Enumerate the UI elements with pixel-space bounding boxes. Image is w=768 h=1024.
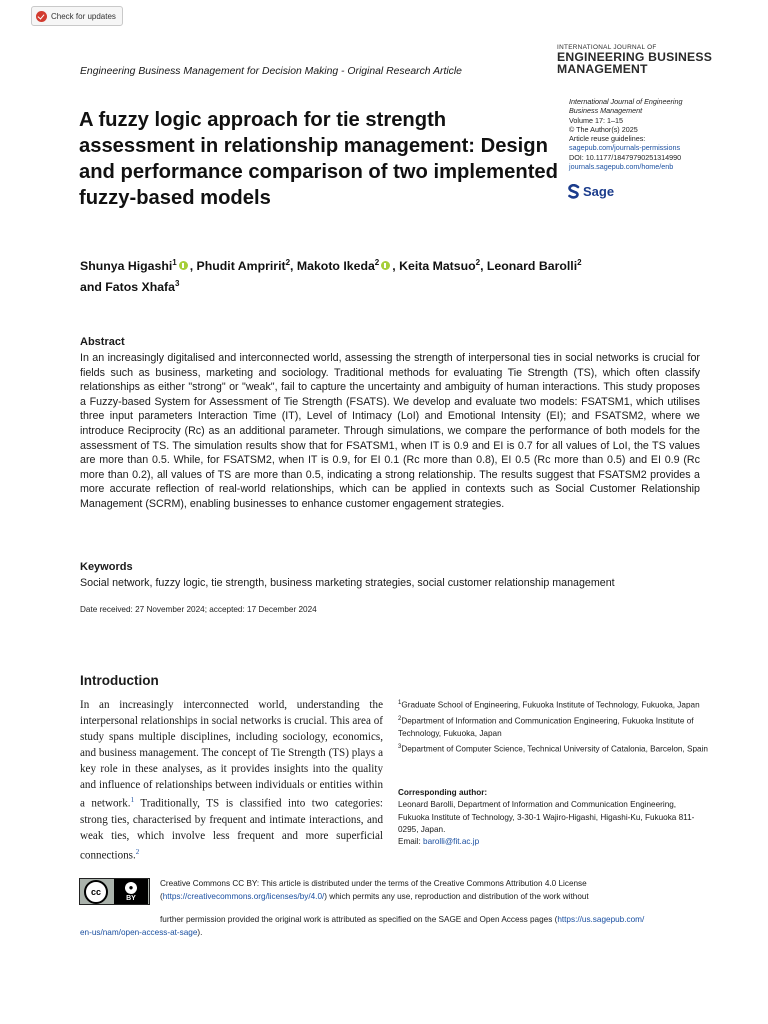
license-close: ). bbox=[197, 928, 203, 938]
meta-journal-line1: International Journal of Engineering bbox=[569, 97, 683, 106]
corresponding-author-heading: Corresponding author: bbox=[398, 788, 488, 797]
license-paren: ( bbox=[160, 892, 163, 902]
journal-logo-line2: ENGINEERING BUSINESS bbox=[557, 50, 713, 64]
author-name[interactable]: Makoto Ikeda bbox=[296, 259, 375, 274]
by-block bbox=[114, 879, 148, 904]
author-name[interactable]: Leonard Barolli bbox=[486, 259, 578, 274]
affiliation-number: 1 bbox=[398, 700, 402, 706]
license-text-3: further permission provided the original work is attributed as specified on the SAGE and Open Access pages ( bbox=[160, 915, 558, 924]
email-link[interactable]: barolli@fit.ac.jp bbox=[423, 837, 480, 847]
attribution-person-icon: ● bbox=[125, 882, 137, 894]
affiliation-text: Department of Information and Communication Engineering, Fukuoka Institute of Technology, Fukuoka, Japan bbox=[398, 716, 694, 739]
reference-link[interactable]: 2 bbox=[135, 847, 140, 856]
meta-journal-link[interactable]: journals.sagepub.com/home/enb bbox=[569, 162, 674, 172]
affiliation-number: 3 bbox=[398, 743, 402, 750]
cc-by-badge[interactable] bbox=[79, 878, 150, 905]
author-conjunction: and bbox=[80, 280, 102, 295]
dates-line: Date received: 27 November 2024; accepted: 17 December 2024 bbox=[80, 605, 317, 614]
sage-open-access-link[interactable]: https://us.sagepub.com/ bbox=[557, 915, 645, 924]
affiliation-item bbox=[398, 741, 708, 757]
meta-doi: DOI: 10.1177/18479790251314990 bbox=[569, 152, 682, 162]
abstract-heading: Abstract bbox=[80, 336, 125, 348]
meta-volume: Volume 17: 1–15 bbox=[569, 115, 623, 125]
author-affiliation-ref: 2 bbox=[577, 258, 582, 267]
check-for-updates-label: Check for updates bbox=[51, 11, 116, 21]
keywords-heading: Keywords bbox=[80, 561, 133, 573]
sage-open-access-link-cont[interactable]: en-us/nam/open-access-at-sage bbox=[80, 928, 198, 938]
affiliations bbox=[398, 697, 708, 756]
license-text-2: ) which permits any use, reproduction and distribution of the work without bbox=[324, 892, 589, 902]
keywords-text: Social network, fuzzy logic, tie strength, business marketing strategies, social customer relationship management bbox=[80, 577, 615, 589]
check-icon bbox=[36, 11, 47, 22]
sage-logo bbox=[568, 184, 614, 199]
sage-s-icon bbox=[568, 184, 580, 199]
author-affiliation-ref: 2 bbox=[475, 258, 481, 267]
article-meta bbox=[569, 97, 739, 171]
by-label: BY bbox=[126, 894, 136, 902]
license-text-1: Creative Commons CC BY: This article is distributed under the terms of the Creative Commons Attribution 4.0 License bbox=[160, 879, 587, 888]
affiliation-text: Department of Computer Science, Technical University of Catalonia, Barcelon, Spain bbox=[401, 744, 708, 754]
author-affiliation-ref: 1 bbox=[172, 258, 177, 267]
affiliation-number: 2 bbox=[398, 715, 402, 722]
journal-logo bbox=[557, 44, 737, 75]
corresponding-author bbox=[398, 787, 708, 848]
affiliation-item bbox=[398, 697, 708, 713]
meta-reuse-label: Article reuse guidelines: bbox=[569, 134, 646, 144]
author-affiliation-ref: 3 bbox=[175, 279, 180, 289]
license-text bbox=[160, 877, 720, 904]
introduction-heading: Introduction bbox=[80, 673, 159, 688]
article-title: A fuzzy logic approach for tie strength assessment in relationship management: Design and performance comparison of two implemented fuzzy-based models bbox=[79, 109, 558, 209]
affiliation-item bbox=[398, 713, 708, 741]
license-text-continued bbox=[80, 913, 720, 940]
meta-journal-line2: Business Management bbox=[569, 106, 643, 116]
meta-reuse-link[interactable]: sagepub.com/journals-permissions bbox=[569, 143, 681, 153]
intro-text-part2: Traditionally, TS is classified into two categories: strong ties, characterised by frequent and intimate interactions, and weak ties, which involve less frequent and more superficial connections. bbox=[80, 798, 383, 862]
reference-link[interactable]: 1 bbox=[130, 796, 135, 805]
intro-text-part1: In an increasingly interconnected world, understanding the interpersonal relationships in social networks is crucial. This area of study spans multiple disciplines, including sociology, economics, and business management. The concept of Tie Strength (TS) plays a key role in these analyses, as it provides insights into the quality and influence of relationships between individuals or entities within a network. bbox=[80, 699, 383, 811]
cc-license-link[interactable]: https://creativecommons.org/licenses/by/4.0/ bbox=[162, 892, 325, 902]
affiliation-text: Graduate School of Engineering, Fukuoka Institute of Technology, Fukuoka, Japan bbox=[401, 700, 700, 710]
abstract-text: In an increasingly digitalised and interconnected world, assessing the strength of interpersonal ties in social networks is crucial for fields such as business, marketing and sociology. Traditional methods for evaluating Tie Strength (TS), which often classify relationships as either "strong" or "weak", fail to capture the uncertainty and ambiguity of human interactions. This study proposes a Fuzzy-based System for Assessment of Tie Strength (FSATS). We develop and evaluate two models: FSATSM1, which utilises three input parameters Interaction Time (IT), Level of Intimacy (LoI) and Emotional Intensity (EI); and FSATSM2, where we introduce Reciprocity (Rc) as an additional parameter. Through simulations, we compare the performance of both models for the assessment of TS. The simulation results show that for FSATSM1, when IT is 0.9 and EI is 0.7 for all values of LoI, the TS values are more than 0.5. While, for FSATSM2, when IT is 0.9, for EI 0.1 (Rc more than 0.8), EI 0.5 (Rc more than 0.5) and EI 0.9 (Rc more than 0.2), all values of TS are more than 0.5, indicating a strong relationship. The results suggest that FSATSM2 provides a more accurate reflection of real-world relationships, which can be applied in contexts such as Social Customer Relationship Management (SCRM), enabling businesses to enhance customer engagement strategies. bbox=[80, 352, 700, 510]
introduction-text bbox=[80, 698, 383, 864]
corresponding-email-line bbox=[398, 836, 708, 848]
email-label: Email: bbox=[398, 837, 421, 847]
author-affiliation-ref: 2 bbox=[374, 258, 380, 267]
corresponding-author-text: Leonard Barolli, Department of Information and Communication Engineering, Fukuoka Institute of Technology, 3-30-1 Wajiro-Higashi, Higashi-Ku, Fukuoka 811-0295, Japan. bbox=[398, 800, 695, 834]
section-line: Engineering Business Management for Decision Making - Original Research Article bbox=[80, 66, 462, 77]
author-affiliation-ref: 2 bbox=[285, 258, 291, 267]
author-list: Shunya Higashi$^1$ , Phudit Ampririt$^2$, Makoto Ikeda$^2$ , Keita Matsuo$^2$, Leonard Barolli$^2$ and Fatos Xhafa$^3$ bbox=[80, 258, 582, 295]
author-name[interactable]: Shunya Higashi bbox=[80, 259, 173, 274]
journal-logo-line3: MANAGEMENT bbox=[557, 62, 648, 76]
sage-label: Sage bbox=[583, 184, 615, 199]
orcid-icon[interactable] bbox=[381, 261, 390, 270]
cc-icon: cc bbox=[84, 880, 108, 904]
orcid-icon[interactable] bbox=[179, 261, 188, 270]
author-name[interactable]: Keita Matsuo bbox=[399, 259, 476, 274]
journal-logo-line1: INTERNATIONAL JOURNAL OF bbox=[557, 44, 657, 51]
meta-copyright: © The Author(s) 2025 bbox=[569, 124, 638, 134]
author-name[interactable]: Phudit Ampririt bbox=[196, 259, 286, 274]
check-for-updates-badge[interactable] bbox=[31, 6, 123, 26]
author-name[interactable]: Fatos Xhafa bbox=[105, 280, 175, 295]
